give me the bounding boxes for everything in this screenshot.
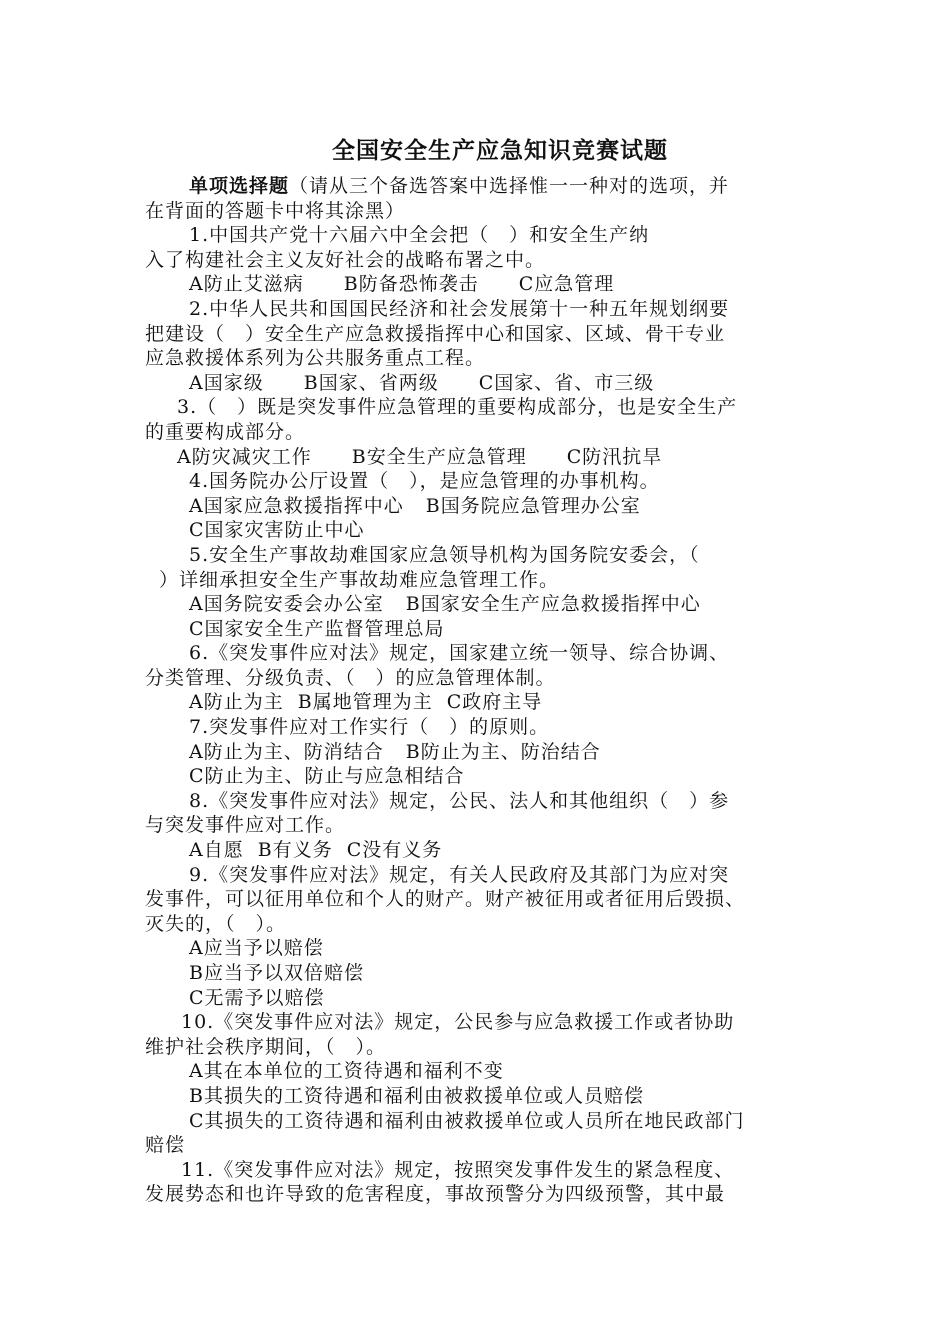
question-10-option-a: A其在本单位的工资待遇和福利不变 — [189, 1060, 504, 1083]
section-instruction-cont: 在背面的答题卡中将其涂黑） — [145, 199, 406, 222]
option-c: C防汛抗旱 — [566, 445, 663, 468]
section-header — [145, 174, 815, 199]
question-7-text: 7.突发事件应对工作实行（ ）的原则。 — [189, 716, 550, 739]
question-2-text: 2.中华人民共和国国民经济和社会发展第十一种五年规划纲要 — [189, 297, 730, 320]
question-9-option-a: A应当予以赔偿 — [189, 937, 324, 960]
question-8-options — [145, 838, 815, 863]
question-2-text-cont: 应急救援体系列为公共服务重点工程。 — [145, 347, 486, 370]
option-c: C没有义务 — [346, 839, 443, 862]
question-11-text: 11.《突发事件应对法》规定，按照突发事件发生的紧急程度、 — [181, 1158, 735, 1181]
question-4-text: 4.国务院办公厅设置（ ），是应急管理的办事机构。 — [189, 470, 660, 493]
question-8-text-cont: 与突发事件应对工作。 — [145, 814, 346, 837]
option-a: A国务院安委会办公室 — [189, 593, 384, 616]
option-b: B属地管理为主 — [297, 691, 433, 714]
question-10-option-c-cont: 赔偿 — [145, 1134, 186, 1157]
question-1-options — [145, 272, 815, 297]
document-body — [145, 174, 815, 1207]
question-6-text: 6.《突发事件应对法》规定，国家建立统一领导、综合协调、 — [189, 642, 730, 665]
question-10-text-cont: 维护社会秩序期间，（ ）。 — [145, 1035, 387, 1058]
option-b: B国务院应急管理办公室 — [425, 494, 641, 517]
question-6-text-cont: 分类管理、分级负责、（ ）的应急管理体制。 — [145, 666, 556, 689]
question-9-option-c: C无需予以赔偿 — [189, 986, 325, 1009]
option-c: C应急管理 — [518, 273, 615, 296]
question-9-text: 9.《突发事件应对法》规定，有关人民政府及其部门为应对突 — [189, 863, 730, 886]
question-3-text: 3.（ ）既是突发事件应急管理的重要构成部分，也是安全生产 — [177, 396, 738, 419]
question-3-text-cont: 的重要构成部分。 — [145, 420, 306, 443]
question-5-option-c: C国家安全生产监督管理总局 — [189, 617, 445, 640]
question-9-text-cont: 发事件，可以征用单位和个人的财产。财产被征用或者征用后毁损、 — [145, 888, 746, 911]
option-b: B安全生产应急管理 — [351, 445, 527, 468]
question-5-options — [145, 592, 815, 617]
option-a: A防止为主、防消结合 — [189, 740, 384, 763]
question-5-text: 5.安全生产事故劫难国家应急领导机构为国务院安委会，（ — [189, 543, 700, 566]
question-7-option-c: C防止为主、防止与应急相结合 — [189, 765, 465, 788]
question-7-options — [145, 740, 815, 765]
option-b: B有义务 — [257, 839, 333, 862]
option-b: B国家、省两级 — [303, 371, 439, 394]
option-a: A国家应急救援指挥中心 — [189, 494, 404, 517]
question-10-option-c: C其损失的工资待遇和福利由被救援单位或人员所在地民政部门 — [189, 1109, 745, 1132]
option-a: A防灾减灾工作 — [177, 445, 312, 468]
question-10-option-b: B其损失的工资待遇和福利由被救援单位或人员赔偿 — [189, 1084, 644, 1107]
option-b: B防止为主、防治结合 — [405, 740, 601, 763]
question-2-options — [145, 371, 815, 396]
question-3-options — [145, 445, 815, 470]
section-instruction: （请从三个备选答案中选择惟一一种对的选项，并 — [289, 175, 730, 197]
document-title: 全国安全生产应急知识竞赛试题 — [332, 138, 668, 164]
question-1-text-cont: 入了构建社会主义友好社会的战略布署之中。 — [145, 248, 546, 271]
question-4-options — [145, 494, 815, 519]
question-5-text-cont: ）详细承担安全生产事故劫难应急管理工作。 — [159, 568, 560, 591]
question-11-text-cont: 发展势态和也许导致的危害程度，事故预警分为四级预警，其中最 — [145, 1183, 726, 1206]
option-c: C政府主导 — [446, 691, 543, 714]
question-4-option-c: C国家灾害防止中心 — [189, 519, 365, 542]
option-c: C国家、省、市三级 — [478, 371, 655, 394]
option-b: B国家安全生产应急救援指挥中心 — [405, 593, 701, 616]
option-a: A国家级 — [189, 371, 264, 394]
question-1-text: 1.中国共产党十六届六中全会把（ ）和安全生产纳 — [189, 224, 650, 247]
option-a: A防止为主 — [189, 691, 284, 714]
question-6-options — [145, 690, 815, 715]
section-heading: 单项选择题 — [189, 175, 290, 197]
question-8-text: 8.《突发事件应对法》规定，公民、法人和其他组织（ ）参 — [189, 789, 730, 812]
question-10-text: 10.《突发事件应对法》规定，公民参与应急救援工作或者协助 — [181, 1011, 735, 1034]
question-2-text-cont: 把建设（ ）安全生产应急救援指挥中心和国家、区域、骨干专业 — [145, 322, 726, 345]
option-a: A防止艾滋病 — [189, 273, 304, 296]
question-9-text-cont: 灭失的，（ ）。 — [145, 912, 287, 935]
question-9-option-b: B应当予以双倍赔偿 — [189, 962, 364, 984]
option-a: A自愿 — [189, 839, 244, 862]
option-b: B防备恐怖袭击 — [343, 273, 479, 296]
